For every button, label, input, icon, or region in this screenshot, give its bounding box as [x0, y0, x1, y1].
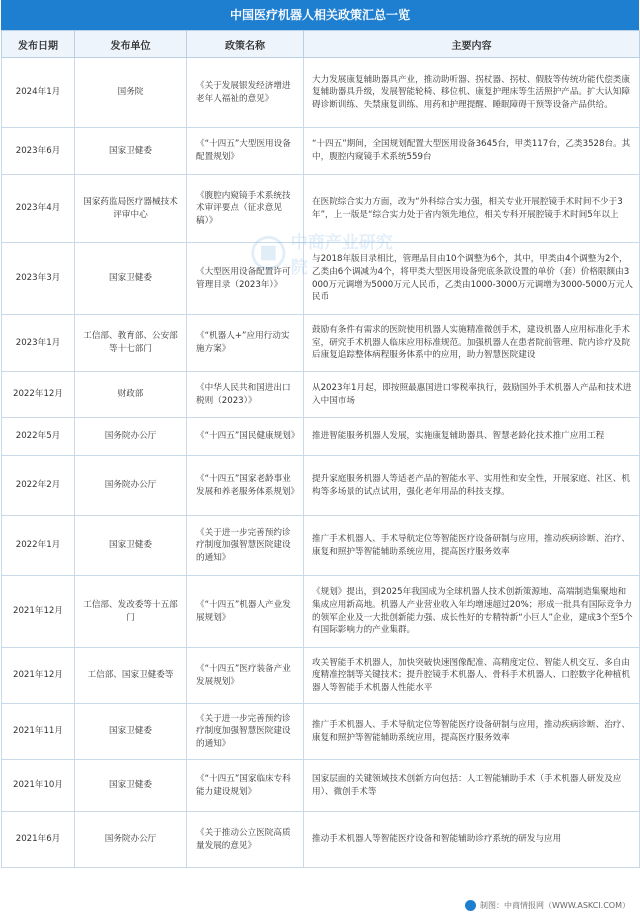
cell-policy: 《关于发展银发经济增进老年人福祉的意见》: [187, 58, 304, 128]
footer: [0, 895, 640, 915]
askci-logo-icon: [465, 900, 476, 911]
table-row: [2, 58, 640, 128]
table-row: [2, 576, 640, 648]
cell-policy: 《关于进一步完善预约诊疗制度加强智慧医院建设的通知》: [187, 516, 304, 576]
table-row: [2, 372, 640, 418]
cell-content: “十四五”期间，全国规划配置大型医用设备3645台，甲类117台，乙类3528台。其中，腹腔内窥镜手术系统559台: [304, 128, 640, 175]
cell-content: 攻关智能手术机器人，加快突破快速图像配准、高精度定位、智能人机交互、多自由度精准控制等关键技术；提升腔镜手术机器人、骨科手术机器人、口腔数字化种植机器人等智能手术机器人性能水平: [304, 648, 640, 704]
cell-org: 国务院办公厅: [75, 456, 187, 516]
cell-date: 2023年3月: [2, 243, 75, 315]
cell-content: 推动手术机器人等智能医疗设备和智能辅助诊疗系统的研发与应用: [304, 812, 640, 868]
cell-policy: 《关于推动公立医院高质量发展的意见》: [187, 812, 304, 868]
cell-content: 推广手术机器人、手术导航定位等智能医疗设备研制与应用，推动疾病诊断、治疗、康复和照护等智能辅助系统应用，提高医疗服务效率: [304, 516, 640, 576]
table-row: [2, 704, 640, 760]
cell-org: 财政部: [75, 372, 187, 418]
cell-date: 2022年1月: [2, 516, 75, 576]
cell-date: 2024年1月: [2, 58, 75, 128]
table-body: [2, 58, 640, 868]
header-org: 发布单位: [75, 31, 187, 58]
table-row: [2, 456, 640, 516]
cell-policy: 《“十四五”机器人产业发展规划》: [187, 576, 304, 648]
watermark-text: 中商产业研究院: [290, 233, 393, 278]
header-date: 发布日期: [2, 31, 75, 58]
cell-content: 在医院综合实力方面，改为“外科综合实力强，相关专业开展腔镜手术时间不少于3年”，上一版是“综合实力处于省内领先地位，相关专科开展腔镜手术时间5年以上: [304, 175, 640, 243]
cell-date: 2021年6月: [2, 812, 75, 868]
cell-content: 《规划》提出，到2025年我国成为全球机器人技术创新策源地、高端制造集聚地和集成应用新高地。机器人产业营业收入年均增速超过20%；形成一批具有国际竞争力的领军企业及一大批创新能力强、成长性好的专精特新“小巨人”企业，建成3个至5个有国际影响力的产业集群。: [304, 576, 640, 648]
cell-policy: 《“十四五”国家临床专科能力建设规划》: [187, 760, 304, 812]
cell-policy: 《中华人民共和国进出口税则（2023）》: [187, 372, 304, 418]
cell-policy: 《“十四五”大型医用设备配置规划》: [187, 128, 304, 175]
cell-content: 从2023年1月起，即按照最惠国进口零税率执行，鼓励国外手术机器人产品和技术进入中国市场: [304, 372, 640, 418]
cell-policy: 《“十四五”医疗装备产业发展规划》: [187, 648, 304, 704]
cell-org: 工信部、教育部、公安部等十七部门: [75, 315, 187, 372]
table-row: [2, 648, 640, 704]
table-row: [2, 516, 640, 576]
cell-content: 提升家庭服务机器人等适老产品的智能水平、实用性和安全性，开展家庭、社区、机构等多场景的试点试用，强化老年用品的科技支撑。: [304, 456, 640, 516]
table-title: 中国医疗机器人相关政策汇总一览: [1, 0, 639, 30]
footer-source: 制图：中商情报网（WWW.ASKCI.COM）: [480, 900, 630, 910]
cell-org: 国务院: [75, 58, 187, 128]
cell-date: 2022年12月: [2, 372, 75, 418]
cell-org: 国家卫健委: [75, 128, 187, 175]
cell-date: 2021年12月: [2, 576, 75, 648]
cell-policy: 《“十四五”国家老龄事业发展和养老服务体系规划》: [187, 456, 304, 516]
cell-date: 2023年4月: [2, 175, 75, 243]
table-row: [2, 128, 640, 175]
table-row: [2, 175, 640, 243]
cell-policy: 《关于进一步完善预约诊疗制度加强智慧医院建设的通知》: [187, 704, 304, 760]
table-row: [2, 760, 640, 812]
cell-org: 国家卫健委: [75, 704, 187, 760]
cell-content: 推广手术机器人、手术导航定位等智能医疗设备研制与应用，推动疾病诊断、治疗、康复和照护等智能辅助系统应用，提高医疗服务效率: [304, 704, 640, 760]
header-policy: 政策名称: [187, 31, 304, 58]
cell-org: 国家卫健委: [75, 516, 187, 576]
cell-policy: 《腹腔内窥镜手术系统技术审评要点（征求意见稿）》: [187, 175, 304, 243]
cell-org: 国务院办公厅: [75, 812, 187, 868]
table-row: [2, 315, 640, 372]
table-header-row: [2, 31, 640, 58]
cell-content: 与2018年版目录相比，管理品目由10个调整为6个，其中，甲类由4个调整为2个，乙类由6个调减为4个，将甲类大型医用设备兜底条款设置的单价（套）价格限额由3000万元调增为5000万元人民币，乙类由1000-3000万元调增为3000-5000万元人民币: [304, 243, 640, 315]
cell-org: 工信部、发改委等十五部门: [75, 576, 187, 648]
cell-policy: 《“十四五”国民健康规划》: [187, 418, 304, 456]
header-content: 主要内容: [304, 31, 640, 58]
cell-date: 2023年1月: [2, 315, 75, 372]
cell-content: 推进智能服务机器人发展，实施康复辅助器具、智慧老龄化技术推广应用工程: [304, 418, 640, 456]
cell-date: 2022年2月: [2, 456, 75, 516]
cell-content: 国家层面的关键领域技术创新方向包括：人工智能辅助手术（手术机器人研发及应用）、微创手术等: [304, 760, 640, 812]
cell-org: 国家卫健委: [75, 243, 187, 315]
policy-table: [1, 30, 640, 868]
table-row: [2, 418, 640, 456]
table-row: [2, 243, 640, 315]
cell-date: 2022年5月: [2, 418, 75, 456]
cell-date: 2021年12月: [2, 648, 75, 704]
cell-date: 2023年6月: [2, 128, 75, 175]
cell-date: 2021年11月: [2, 704, 75, 760]
cell-org: 国家药监局医疗器械技术评审中心: [75, 175, 187, 243]
cell-content: 鼓励有条件有需求的医院使用机器人实施精准微创手术，建设机器人应用标准化手术室，研究手术机器人临床应用标准规范。加强机器人在患者院前管理、院内诊疗及院后康复追踪整体病程服务体系中的应用，助力智慧医院建设: [304, 315, 640, 372]
cell-org: 工信部、国家卫健委等: [75, 648, 187, 704]
cell-date: 2021年10月: [2, 760, 75, 812]
cell-content: 大力发展康复辅助器具产业，推动助听器、拐杖器、拐杖、假肢等传统功能代偿类康复辅助器具升级，发展智能轮椅、移位机、康复护理床等生活照护产品。扩大认知障碍诊断训练、失禁康复训练、用药和护理提醒、睡眠障碍干预等设备产品供给。: [304, 58, 640, 128]
cell-org: 国务院办公厅: [75, 418, 187, 456]
table-row: [2, 812, 640, 868]
cell-policy: 《大型医用设备配置许可管理目录（2023年）》: [187, 243, 304, 315]
cell-org: 国家卫健委: [75, 760, 187, 812]
cell-policy: 《“机器人+”应用行动实施方案》: [187, 315, 304, 372]
